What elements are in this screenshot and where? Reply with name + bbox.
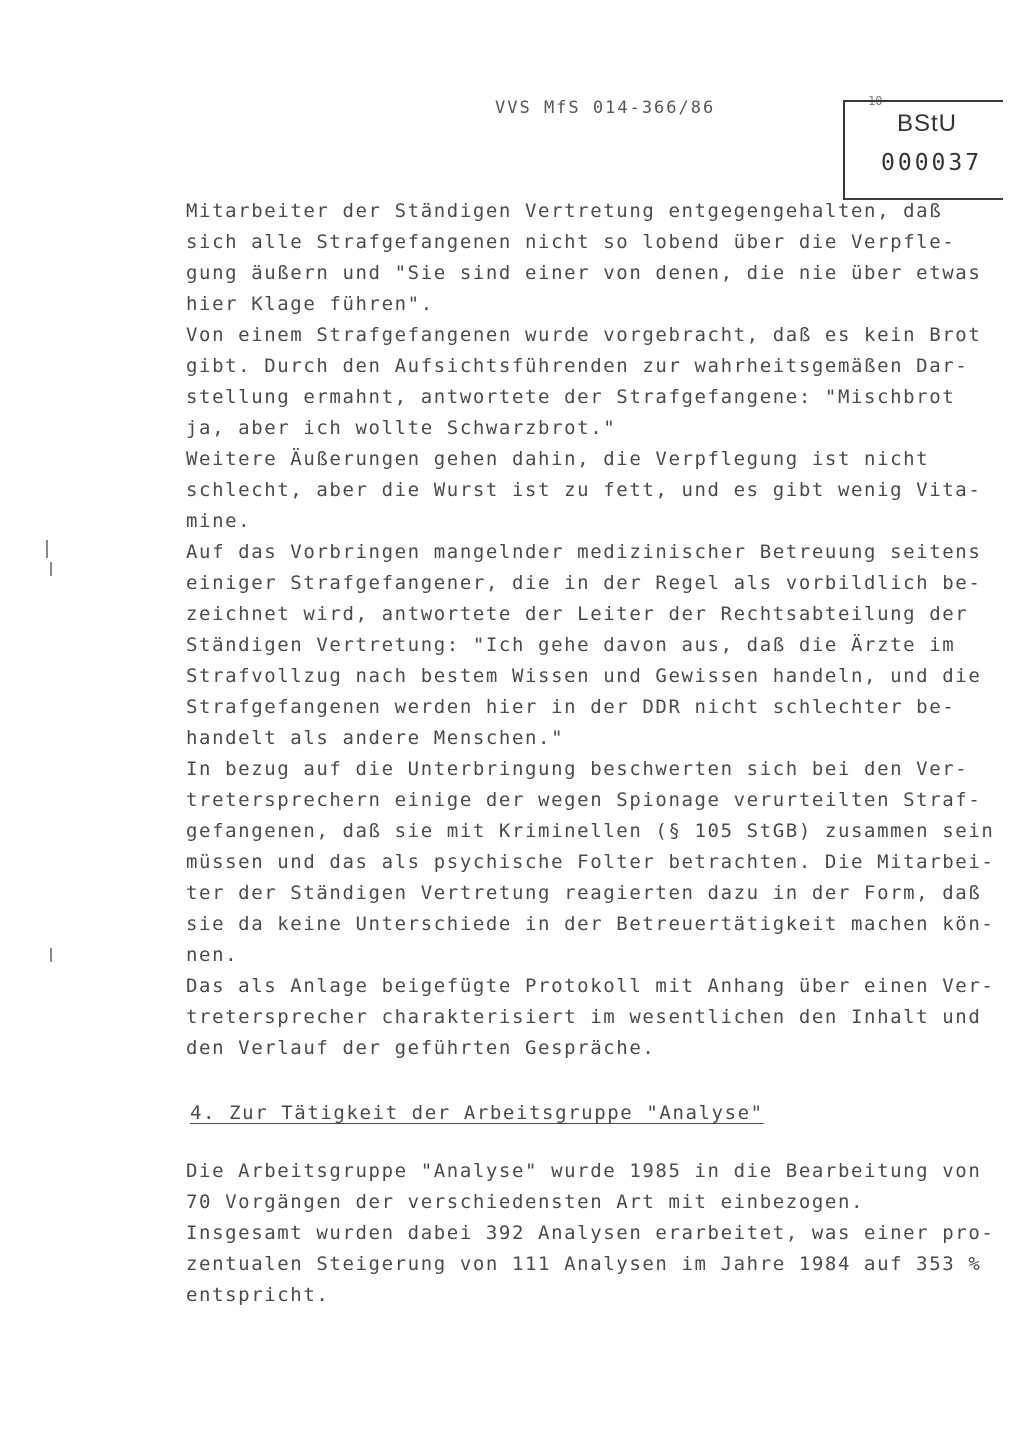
text-line: Weitere Äußerungen gehen dahin, die Verpflegung ist nicht [186,448,930,470]
text-line: ja, aber ich wollte Schwarzbrot." [186,417,617,439]
stamp-organization: BStU [897,110,958,137]
text-line: den Verlauf der geführten Gespräche. [186,1037,656,1059]
text-line: müssen und das als psychische Folter betrachten. Die Mitarbei- [186,851,995,873]
text-line: Strafgefangenen werden hier in der DDR nicht schlechter be- [186,696,956,718]
text-line: tretersprechern einige der wegen Spionage verurteilten Straf- [186,789,982,811]
text-line: zentualen Steigerung von 111 Analysen im Jahre 1984 auf 353 % [186,1253,982,1275]
archive-stamp [843,100,1003,200]
text-line: ter der Ständigen Vertretung reagierten dazu in der Form, daß [186,882,982,904]
text-line: handelt als andere Menschen." [186,727,565,749]
text-line: Das als Anlage beigefügte Protokoll mit Anhang über einen Ver- [186,975,995,997]
text-line: Auf das Vorbringen mangelnder medizinischer Betreuung seitens [186,541,982,563]
text-line: Mitarbeiter der Ständigen Vertretung entgegengehalten, daß [186,200,943,222]
text-line: Von einem Strafgefangenen wurde vorgebracht, daß es kein Brot [186,324,982,346]
text-line: stellung ermahnt, antwortete der Strafgefangene: "Mischbrot [186,386,956,408]
text-line: tretersprecher charakterisiert im wesentlichen den Inhalt und [186,1006,982,1028]
section-heading: 4. Zur Tätigkeit der Arbeitsgruppe "Analyse" [190,1102,764,1124]
text-line: entspricht. [186,1284,330,1306]
document-reference: VVS MfS 014-366/86 [495,98,716,118]
margin-mark [50,948,52,962]
text-line: Ständigen Vertretung: "Ich gehe davon aus, daß die Ärzte im [186,634,956,656]
text-line: zeichnet wird, antwortete der Leiter der Rechtsabteilung der [186,603,969,625]
text-line: gung äußern und "Sie sind einer von denen, die nie über etwas [186,262,982,284]
text-line: 70 Vorgängen der verschiedensten Art mit einbezogen. [186,1191,865,1213]
text-line: einiger Strafgefangener, die in der Regel als vorbildlich be- [186,572,982,594]
text-line: In bezug auf die Unterbringung beschwerten sich bei den Ver- [186,758,969,780]
stamp-number: 000037 [881,150,983,176]
text-line: sie da keine Unterschiede in der Betreuertätigkeit machen kön- [186,913,995,935]
text-line: nen. [186,944,239,966]
text-line: gefangenen, daß sie mit Kriminellen (§ 105 StGB) zusammen sein [186,820,995,842]
text-line: Strafvollzug nach bestem Wissen und Gewissen handeln, und die [186,665,982,687]
text-line: mine. [186,510,252,532]
margin-mark [46,540,48,558]
text-line: sich alle Strafgefangenen nicht so lobend über die Verpfle- [186,231,956,253]
text-line: Die Arbeitsgruppe "Analyse" wurde 1985 in die Bearbeitung von [186,1160,982,1182]
text-line: schlecht, aber die Wurst ist zu fett, und es gibt wenig Vita- [186,479,982,501]
section-text [186,1156,995,1311]
text-line: Insgesamt wurden dabei 392 Analysen erarbeitet, was einer pro- [186,1222,995,1244]
margin-mark [50,562,52,576]
body-text [186,196,995,1064]
page-number: 10 [868,94,883,108]
text-line: hier Klage führen". [186,293,434,315]
text-line: gibt. Durch den Aufsichtsführenden zur wahrheitsgemäßen Dar- [186,355,969,377]
